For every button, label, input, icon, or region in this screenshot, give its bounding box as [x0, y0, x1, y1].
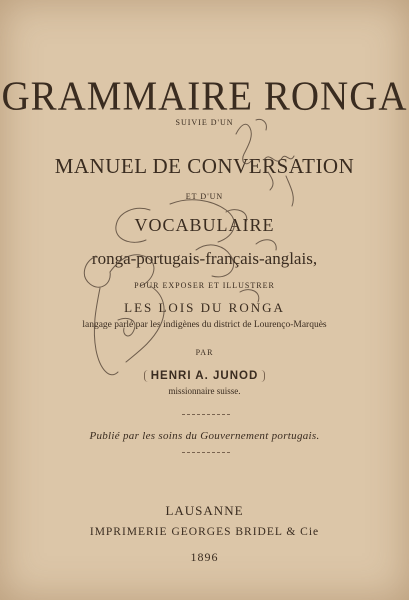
- langage-line: langage parlé par les indigènes du district de Lourenço-Marquès: [82, 320, 327, 330]
- suivie-line: SUIVIE D'UN: [175, 118, 234, 127]
- author-name: HENRI A. JUNOD: [144, 370, 266, 382]
- book-subtitle: MANUEL DE CONVERSATION: [54, 154, 355, 178]
- par-line: PAR: [195, 348, 214, 357]
- book-title: GRAMMAIRE RONGA: [1, 73, 408, 120]
- divider-bottom: [182, 452, 230, 453]
- year-line: 1896: [190, 550, 219, 564]
- pour-line: POUR EXPOSER ET ILLUSTRER: [134, 281, 275, 290]
- languages-line: ronga-portugais-français-anglais,: [91, 249, 318, 268]
- vocabulaire-line: VOCABULAIRE: [134, 215, 275, 235]
- author-role: missionnaire suisse.: [168, 386, 241, 396]
- lois-line: LES LOIS DU RONGA: [124, 300, 285, 315]
- printer-line: IMPRIMERIE GEORGES BRIDEL & Cie: [89, 526, 320, 538]
- et-dun-line: ET D'UN: [185, 192, 224, 201]
- publisher-note: Publié par les soins du Gouvernement portugais.: [89, 430, 320, 442]
- author-block: [0, 366, 409, 384]
- city-line: LAUSANNE: [165, 503, 244, 518]
- divider-top: [182, 414, 230, 415]
